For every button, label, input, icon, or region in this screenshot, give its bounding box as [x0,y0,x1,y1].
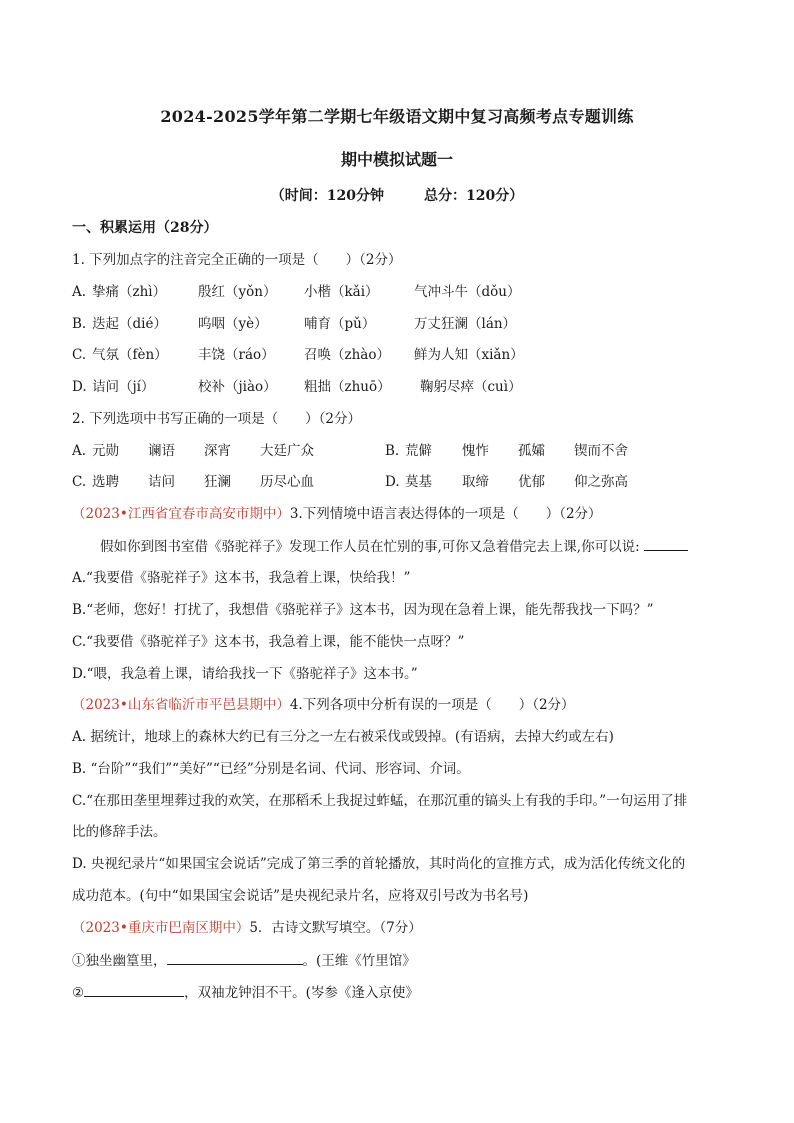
option-item: 粗拙（zhuō） [304,379,391,395]
question-text: 4.下列各项中分析有误的一项是（ ）（2分） [289,697,575,713]
poem-text: ，双袖龙钟泪不干。(岑参《逢入京使》 [184,985,419,1001]
option-label: B. [72,316,87,332]
answer-blank[interactable] [644,536,688,551]
option-item: 狂澜 [204,474,231,490]
option-label: C. [72,474,87,490]
option-item: 愧怍 [462,443,489,459]
option-item: 殷红（yǒn） [198,284,277,300]
option-item: 呜咽（yè） [198,316,268,332]
option-item: 诘问（jí） [92,379,155,395]
option-item: 鲜为人知（xiǎn） [414,347,524,363]
q4-option-b: B. “台阶”“我们”“美好”“已经”分别是名词、代词、形容词、介词。 [72,761,470,777]
exam-time-total [0,185,794,205]
option-item: 气冲斗牛（dǒu） [414,284,521,300]
option-label: C. [72,347,87,363]
question-source: （2023•山东省临沂市平邑县期中） [72,697,290,713]
exam-time: （时间：120分钟 [270,188,384,204]
option-item: 大廷广众 [260,443,314,459]
question-2-stem: 2. 下列选项中书写正确的一项是（ ）（2分） [72,411,362,427]
option-item: 丰饶（ráo） [198,347,275,363]
option-item: 气氛（fèn） [92,347,168,363]
question-4-stem [72,695,734,715]
exam-total: 总分：120分） [424,188,524,204]
answer-blank[interactable] [84,982,184,997]
scenario-text: 假如你到图书室借《骆驼祥子》发现工作人员在忙别的事,可你又急着借完去上课,你可以说: [100,539,644,555]
option-item: 深宵 [204,443,231,459]
q4-option-c: C.“在那田垄里埋葬过我的欢笑，在那稻禾上我捉过蚱蜢，在那沉重的镐头上有我的手印。”一句运用了排 [72,793,688,809]
option-item: 迭起（dié） [92,316,167,332]
option-item: 优郁 [518,474,545,490]
q3-option-a: A.“我要借《骆驼祥子》这本书，我急着上课，快给我！” [72,570,411,586]
option-item: 选聘 [92,474,119,490]
option-item: 鞠躬尽瘁（cuì） [420,379,522,395]
question-3-scenario [72,536,734,557]
option-item: 元勋 [92,443,119,459]
question-source: （2023•重庆市巴南区期中） [72,920,250,936]
option-item: 孤孀 [518,443,545,459]
option-item: 历尽心血 [260,474,314,490]
q3-option-d: D.“喂，我急着上课，请给我找一下《骆驼祥子》这本书。” [72,666,418,682]
q3-option-c: C.“我要借《骆驼祥子》这本书，我急着上课，能不能快一点呀？” [72,634,465,650]
option-item: 取缔 [462,474,489,490]
q4-option-d-cont: 成功范本。(句中“如果国宝会说话”是央视纪录片名，应将双引号改为书名号) [72,888,529,904]
q4-option-c-cont: 比的修辞手法。 [72,824,167,840]
option-item: 校补（jiào） [198,379,277,395]
question-1-stem: 1. 下列加点字的注音完全正确的一项是（ ）（2分） [72,252,402,268]
option-item: 万丈狂澜（lán） [414,316,517,332]
q5-line-1 [72,950,734,971]
poem-text: ①独坐幽篁里， [72,953,167,969]
question-text: 3.下列情境中语言表达得体的一项是（ ）（2分） [289,506,602,522]
option-item: 谰语 [148,443,175,459]
option-item: 哺育（pǔ） [304,316,376,332]
question-5-stem [72,918,734,938]
exam-title: 2024-2025学年第二学期七年级语文期中复习高频考点专题训练 [160,107,634,126]
answer-blank[interactable] [167,950,303,965]
q4-option-a: A. 据统计，地球上的森林大约已有三分之一左右被采伐或毁掉。(有语病，去掉大约或左右) [72,729,614,745]
q5-line-2 [72,982,734,1003]
option-item: 荒僻 [405,443,432,459]
question-text: 5．古诗文默写填空。（7分） [249,920,422,936]
option-item: 锲而不舍 [574,443,628,459]
q3-option-b: B.“老师，您好！打扰了，我想借《骆驼祥子》这本书，因为现在急着上课，能先帮我找一下吗？” [72,602,654,618]
option-label: B. [385,443,400,459]
exam-subtitle: 期中模拟试题一 [340,150,453,169]
poem-text: 。(王维《竹里馆》 [302,953,416,969]
question-source: （2023•江西省宜春市高安市期中） [72,506,290,522]
option-item: 挚痛（zhì） [92,284,167,300]
option-label: A. [72,284,87,300]
q4-option-d: D. 央视纪录片“如果国宝会说话”完成了第三季的首轮播放，其时尚化的宣推方式，成为活化传统文化的 [72,856,686,872]
option-item: 小楷（kǎi） [304,284,379,300]
question-3-stem [72,504,734,524]
option-item: 召唤（zhào） [304,347,390,363]
option-item: 仰之弥高 [574,474,628,490]
section-heading: 一、积累运用（28分） [72,220,218,236]
option-label: D. [72,379,87,395]
option-label: D. [385,474,400,490]
poem-text: ② [72,985,85,1001]
option-item: 诘问 [148,474,175,490]
option-label: A. [72,443,87,459]
option-item: 莫基 [405,474,432,490]
